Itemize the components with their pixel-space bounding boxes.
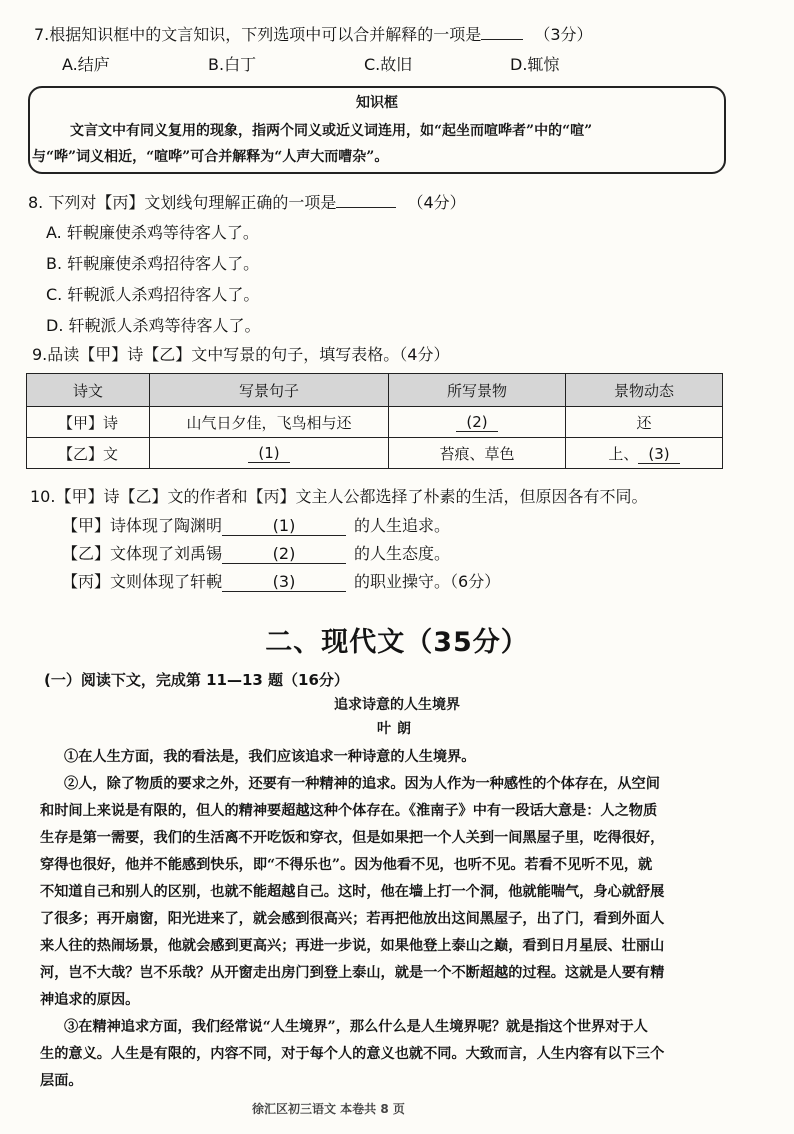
table-cell-blank[interactable] <box>150 438 389 469</box>
article-line: 不知道自己和别人的区别，也就不能超越自己。这时，他在墙上打一个洞，他就能喘气，身心就舒展 <box>40 884 665 900</box>
article-line: 穿得也很好，他并不能感到快乐，即“不得乐也”。因为他看不见，也听不见。若看不见听不见，就 <box>40 857 653 873</box>
q10-line-1-pre: 【甲】诗体现了陶渊明 <box>62 516 223 535</box>
q8-option-d[interactable]: D. 轩輗派人杀鸡等待客人了。 <box>46 316 261 335</box>
q8-stem <box>28 190 466 213</box>
section-heading: 二、现代文（35分） <box>265 627 529 658</box>
q10-line-2-post: 的人生态度。 <box>354 544 451 563</box>
q7-stem <box>34 22 593 45</box>
q7-option-c[interactable]: C.故旧 <box>364 55 413 74</box>
q9-stem: 9.品读【甲】诗【乙】文中写景的句子，填写表格。（4分） <box>32 345 450 364</box>
q10-line-1 <box>62 513 450 536</box>
table-cell-mixed <box>566 438 723 469</box>
q7-option-a[interactable]: A.结庐 <box>62 55 110 74</box>
article-line: 层面。 <box>40 1073 83 1089</box>
q10-blank-1-label: (1) <box>272 516 296 535</box>
knowledge-box-title: 知识框 <box>356 95 398 111</box>
q7-answer-blank[interactable] <box>481 25 523 40</box>
table-header-cell: 诗文 <box>27 374 150 407</box>
table-cell: 还 <box>566 407 723 438</box>
table-cell: 【甲】诗 <box>27 407 150 438</box>
article-line: 了很多；再开扇窗，阳光进来了，就会感到很高兴；若再把他放出这间黑屋子，出了门，看到外面人 <box>40 911 665 927</box>
table-cell: 【乙】文 <box>27 438 150 469</box>
table-header-cell: 所写景物 <box>389 374 566 407</box>
q10-line-3-post: 的职业操守。（6分） <box>354 572 501 591</box>
knowledge-box-line-1: 文言文中有同义复用的现象，指两个同义或近义词连用，如“起坐而喧哗者”中的“喧” <box>70 123 593 139</box>
q10-line-2 <box>62 541 450 564</box>
q10-blank-3[interactable] <box>222 572 346 592</box>
q10-line-3 <box>62 569 500 592</box>
table-header-row <box>27 374 723 407</box>
table-cell-text: 上、 <box>608 444 639 463</box>
blank-1[interactable]: (1) <box>248 444 289 463</box>
q9-table <box>26 373 723 469</box>
q8-option-a[interactable]: A. 轩輗廉使杀鸡等待客人了。 <box>46 223 259 242</box>
q10-blank-2[interactable] <box>222 544 346 564</box>
article-line: ③在精神追求方面，我们经常说“人生境界”，那么什么是人生境界呢？就是指这个世界对于人 <box>64 1019 648 1035</box>
page-footer: 徐汇区初三语文 本卷共 8 页 <box>252 1102 405 1116</box>
q8-option-b[interactable]: B. 轩輗廉使杀鸡招待客人了。 <box>46 254 260 273</box>
q7-option-b[interactable]: B.白丁 <box>208 55 257 74</box>
q10-blank-2-label: (2) <box>272 544 296 563</box>
q10-blank-1[interactable] <box>222 516 346 536</box>
article-line: 神追求的原因。 <box>40 992 140 1008</box>
article-line: ①在人生方面，我的看法是，我们应该追求一种诗意的人生境界。 <box>64 749 476 765</box>
q8-option-c[interactable]: C. 轩輗派人杀鸡招待客人了。 <box>46 285 260 304</box>
article-title: 追求诗意的人生境界 <box>334 697 460 713</box>
table-cell-blank[interactable] <box>389 407 566 438</box>
q10-line-1-post: 的人生追求。 <box>354 516 451 535</box>
reading-instruction: (一）阅读下文，完成第 11—13 题（16分） <box>44 671 349 689</box>
blank-3[interactable]: (3) <box>638 445 679 464</box>
table-row <box>27 438 723 469</box>
article-line: 生的意义。人生是有限的，内容不同，对于每个人的意义也就不同。大致而言，人生内容有以下三个 <box>40 1046 665 1062</box>
q8-stem-text: 8. 下列对【丙】文划线句理解正确的一项是 <box>28 193 337 212</box>
q10-line-2-pre: 【乙】文体现了刘禹锡 <box>62 544 223 563</box>
q7-score: （3分） <box>534 25 593 44</box>
article-author: 叶朗 <box>377 721 417 737</box>
table-cell: 山气日夕佳，飞鸟相与还 <box>150 407 389 438</box>
article-line: 生存是第一需要，我们的生活离不开吃饭和穿衣，但是如果把一个人关到一间黑屋子里，吃得很好， <box>40 830 665 846</box>
table-cell: 苔痕、草色 <box>389 438 566 469</box>
q10-line-3-pre: 【丙】文则体现了轩輗 <box>62 572 223 591</box>
table-header-cell: 写景句子 <box>150 374 389 407</box>
article-line: 河，岂不大哉？岂不乐哉？从开窗走出房门到登上泰山，就是一个不断超越的过程。这就是人要有精 <box>40 965 665 981</box>
knowledge-box-line-2: 与“哗”词义相近，“喧哗”可合并解释为“人声大而嘈杂”。 <box>32 149 389 165</box>
blank-2[interactable]: (2) <box>456 413 497 432</box>
q7-option-d[interactable]: D.辄惊 <box>510 55 560 74</box>
table-row <box>27 407 723 438</box>
q10-blank-3-label: (3) <box>272 572 296 591</box>
article-line: ②人，除了物质的要求之外，还要有一种精神的追求。因为人作为一种感性的个体存在，从空间 <box>64 776 660 792</box>
q10-stem: 10.【甲】诗【乙】文的作者和【丙】文主人公都选择了朴素的生活，但原因各有不同。 <box>30 487 648 506</box>
q8-score: （4分） <box>407 193 466 212</box>
article-line: 和时间上来说是有限的，但人的精神要超越这种个体存在。《淮南子》中有一段话大意是：人之物质 <box>40 803 658 819</box>
knowledge-box <box>28 86 726 174</box>
article-line: 来人往的热闹场景，他就会感到更高兴；再进一步说，如果他登上泰山之巅，看到日月星辰、壮丽山 <box>40 938 665 954</box>
table-header-cell: 景物动态 <box>566 374 723 407</box>
q8-answer-blank[interactable] <box>336 193 396 208</box>
q7-stem-text: 7.根据知识框中的文言知识，下列选项中可以合并解释的一项是 <box>34 25 482 44</box>
